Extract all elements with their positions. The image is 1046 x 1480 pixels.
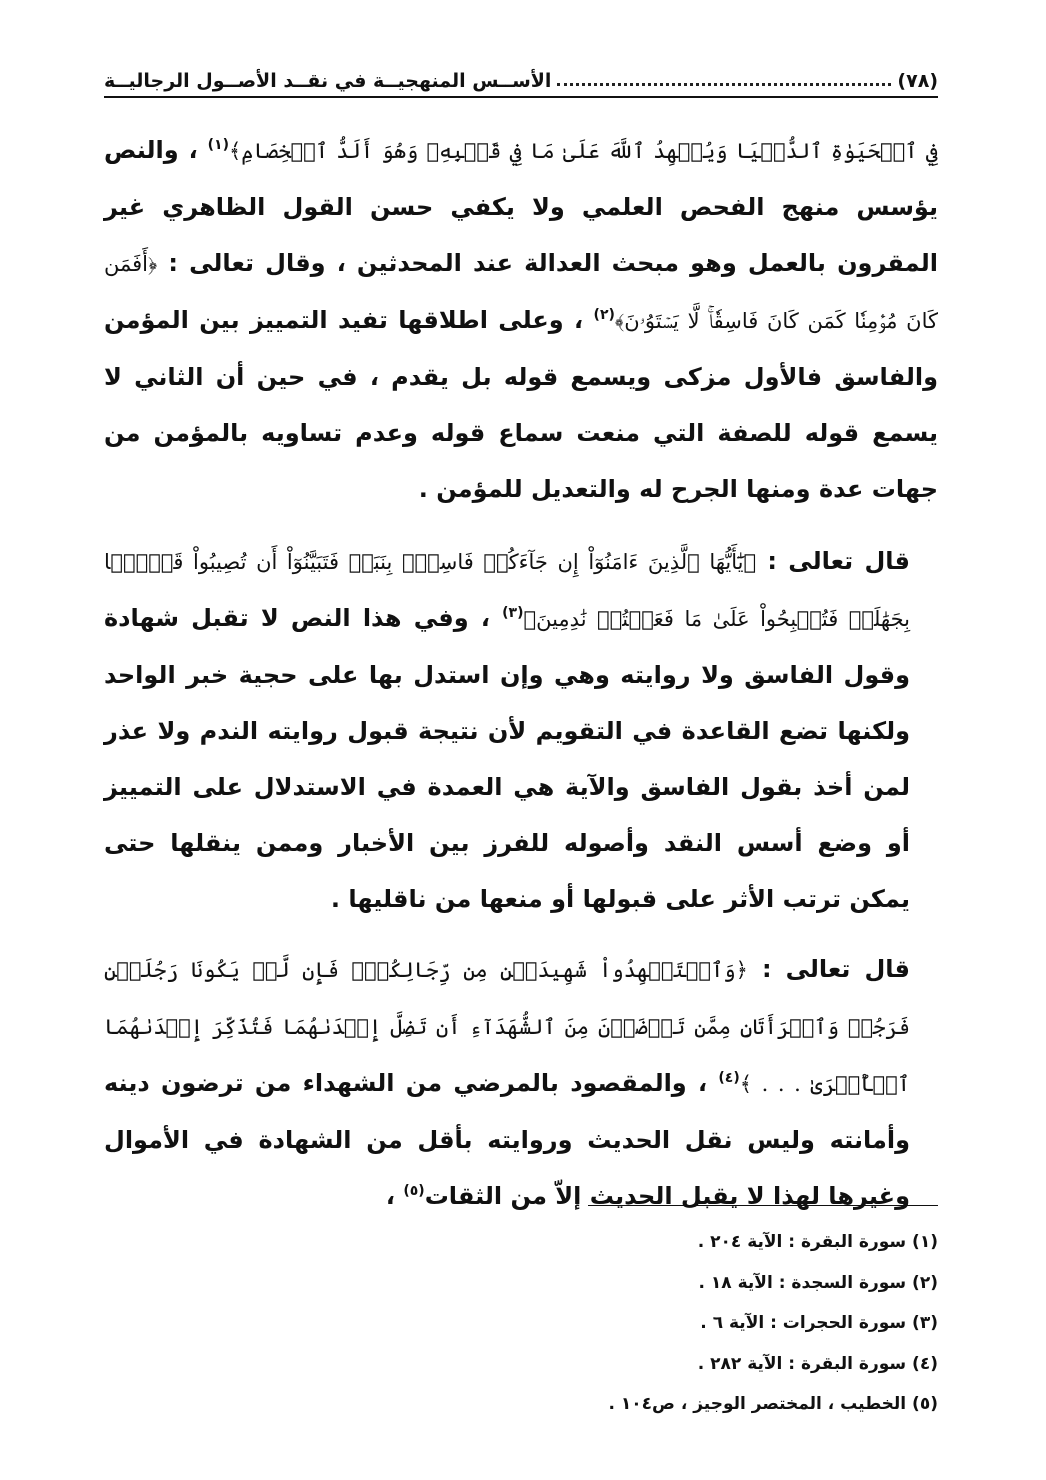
paragraph-lead: قال تعالى : [747,955,910,983]
quran-quote: ﴿أَفَمَن كَانَ مُؤۡمِنٗا كَمَن كَانَ فَاسِقٗاۚ لَّا يَسۡتَوُۥنَ﴾ [104,252,938,333]
footnote-item: (٤) سورة البقرة : الآية ٢٨٢ . [697,1353,938,1374]
running-header [104,52,938,92]
running-title: الأســس المنهجيــة في نقــد الأصــول الرجاليــة [104,70,552,92]
paragraph-text: ، والمقصود بالمرضي من الشهداء من ترضون دينه وأمانته وليس نقل الحديث وروايته بأقل من الشهادة في الأموال وغيرها لهذا لا يقبل الحديث إلاّ من الثقات [104,1069,910,1210]
main-text [104,122,938,1238]
footnote-ref: (٣) [502,605,524,621]
footnote-item: (٢) سورة السجدة : الآية ١٨ . [698,1272,938,1293]
footnote-ref: (١) [207,137,229,153]
quran-quote: فِي ٱلۡحَيَوٰةِ ٱلدُّنۡيَا وَيُشۡهِدُ ٱللَّهَ عَلَىٰ مَا فِي قَلۡبِهِۦ وَهُوَ أَلَدُّ ٱلۡخِصَامِ﴾ [229,139,939,163]
footnotes [104,1222,938,1425]
paragraph-text: ، والنص يؤسس منهج الفحص العلمي ولا يكفي حسن القول الظاهري غير المقرون بالعمل وهو مبحث العدالة عند المحدثين ، وقال تعالى : [104,136,938,277]
quran-quote: ﴿يَٰٓأَيُّهَا ٱلَّذِينَ ءَامَنُوٓاْ إِن جَآءَكُمۡ فَاسِقُۢ بِنَبَإٖ فَتَبَيَّنُوٓاْ أَن تُصِيبُواْ قَوۡمَۢا بِجَهَٰلَةٖ فَتُصۡبِحُواْ عَلَىٰ مَا فَعَلۡتُمۡ نَٰدِمِينَ﴾ [104,550,910,631]
footnote-separator [588,1205,938,1206]
paragraph-2 [104,533,938,927]
footnote-item: (٣) سورة الحجرات : الآية ٦ . [700,1313,938,1333]
paragraph-3 [104,941,938,1224]
paragraph-text: ، وفي هذا النص لا تقبل شهادة وقول الفاسق ولا روايته وهي وإن استدل بها على حجية خبر الواحد ولكنها تضع القاعدة في التقويم لأن نتيجة قبول روايته الندم ولا عذر لمن أخذ بقول الفاسق والآية هي العمدة في الاستدلال على التمييز أو وضع أسس النقد وأصوله للفرز بين الأخبار وممن ينقلها حتى يمكن ترتب الأثر على قبولها أو منعها من ناقليها . [104,604,910,913]
footnote-item: (١) سورة البقرة : الآية ٢٠٤ . [697,1232,938,1252]
quran-quote: ﴿وَٱسۡتَشۡهِدُواْ شَهِيدَيۡنِ مِن رِّجَالِكُمۡۖ فَإِن لَّمۡ يَكُونَا رَجُلَيۡنِ فَرَجُلٞ وَٱمۡرَأَتَانِ مِمَّن تَرۡضَوۡنَ مِنَ ٱلشُّهَدَآءِ أَن تَضِلَّ إِحۡدَىٰهُمَا فَتُذَكِّرَ إِحۡدَىٰهُمَا ٱلۡأُخۡرَىٰ . . . ﴾ [104,958,910,1096]
footnote-ref: (٤) [718,1070,740,1086]
header-rule [104,96,938,98]
footnote-item: (٥) الخطيب ، المختصر الوجيز ، ص١٠٤ . [608,1394,938,1414]
header-dot-leader [557,83,891,86]
paragraph-lead: قال تعالى : [756,547,911,575]
footnote-ref: (٥) [403,1183,425,1199]
paragraph-tail: ، [385,1182,404,1210]
paragraph-text: ، وعلى اطلاقها تفيد التمييز بين المؤمن والفاسق فالأول مزكى ويسمع قوله بل يقدم ، في حين أن الثاني لا يسمع قوله للصفة التي منعت سماع قوله وعدم تساويه بالمؤمن من جهات عدة ومنها الجرح له والتعديل للمؤمن . [104,306,938,503]
paragraph-1 [104,122,938,517]
footnote-ref: (٢) [593,307,615,323]
page-number: (٧٨) [897,70,938,92]
